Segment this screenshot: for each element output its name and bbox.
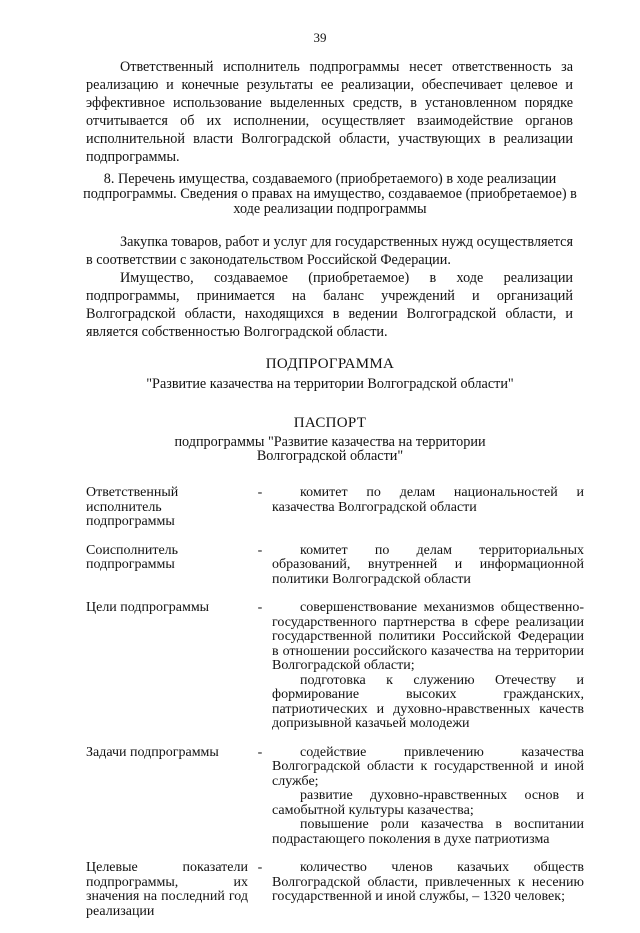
row-value [272, 544, 584, 588]
passport-row-coexecutor [86, 544, 584, 588]
row-label: Соисполнитель подпрограммы [86, 542, 179, 572]
row-label: Целевые показатели подпрограммы, их значения на последний год реализации [86, 860, 248, 919]
row-value [272, 486, 584, 530]
section-8-body [86, 233, 573, 341]
page-number: 39 [313, 30, 327, 45]
property-paragraph: Имущество, создаваемое (приобретаемое) в ходе реализации подпрограммы, принимается на баланс учреждений и организаций Волгоградской области, находящихся в ведении Волгоградской области, и является собственностью Волгоградской области. [86, 270, 573, 340]
row-dash: - [257, 542, 263, 558]
row-dash: - [257, 860, 263, 875]
passport-row-indicators [86, 861, 584, 919]
row-value [272, 861, 584, 919]
row-value-text: повышение роли казачества в воспитании подрастающего поколения в духе патриотизма [272, 817, 584, 847]
subprogram-title: ПОДПРОГРАММА [265, 356, 395, 372]
row-label: Цели подпрограммы [86, 600, 210, 615]
passport-subtitle: подпрограммы "Развитие казачества на территории Волгоградской области" [174, 434, 486, 464]
row-dash: - [257, 600, 263, 615]
passport-table [86, 486, 584, 933]
row-value [272, 746, 584, 848]
row-value-text: комитет по делам национальностей и казачества Волгоградской области [272, 485, 584, 515]
row-value-text: содействие привлечению казачества Волгоградской области к государственной и иной службе; [272, 744, 584, 789]
row-dash: - [257, 744, 263, 760]
row-value-text: количество членов казачьих обществ Волгоградской области, привлеченных к несению государственной и иной службы, – 1320 человек; [272, 860, 584, 904]
passport-row-tasks [86, 746, 584, 848]
row-value [272, 601, 584, 732]
row-label: Задачи подпрограммы [86, 744, 219, 760]
intro-block [86, 58, 573, 166]
passport-title: ПАСПОРТ [293, 415, 367, 431]
section-8-heading: 8. Перечень имущества, создаваемого (приобретаемого) в ходе реализации подпрограммы. Сведения о правах на имущество, создаваемое (приобретаемое) в ходе реализации подпрограммы [83, 171, 577, 217]
row-value-text: комитет по делам территориальных образований, внутренней и информационной политики Волгоградской области [272, 542, 584, 587]
row-value-text: совершенствование механизмов общественно-государственного партнерства в сфере реализации государственной политики Российской Федерации в отношении российского казачества на территории Волгоградской области; [272, 600, 584, 673]
passport-row-responsible [86, 486, 584, 530]
subprogram-name: "Развитие казачества на территории Волгоградской области" [146, 376, 514, 392]
row-value-text: подготовка к служению Отечеству и формирование высоких гражданских, патриотических и духовно-нравственных качеств допризывной казачьей молодежи [272, 672, 584, 731]
passport-row-goals [86, 601, 584, 732]
intro-paragraph: Ответственный исполнитель подпрограммы несет ответственность за реализацию и конечные результаты ее реализации, обеспечивает целевое и эффективное использование выделенных средств, в установленном порядке отчитывается об их исполнении, осуществляет взаимодействие органов исполнительной власти Волгоградской области, участвующих в реализации подпрограммы. [86, 59, 573, 165]
row-dash: - [257, 485, 263, 500]
procurement-paragraph: Закупка товаров, работ и услуг для государственных нужд осуществляется в соответствии с законодательством Российской Федерации. [86, 234, 573, 268]
row-label: Ответственный исполнитель подпрограммы [86, 485, 179, 529]
row-value-text: развитие духовно-нравственных основ и самобытной культуры казачества; [272, 788, 584, 818]
